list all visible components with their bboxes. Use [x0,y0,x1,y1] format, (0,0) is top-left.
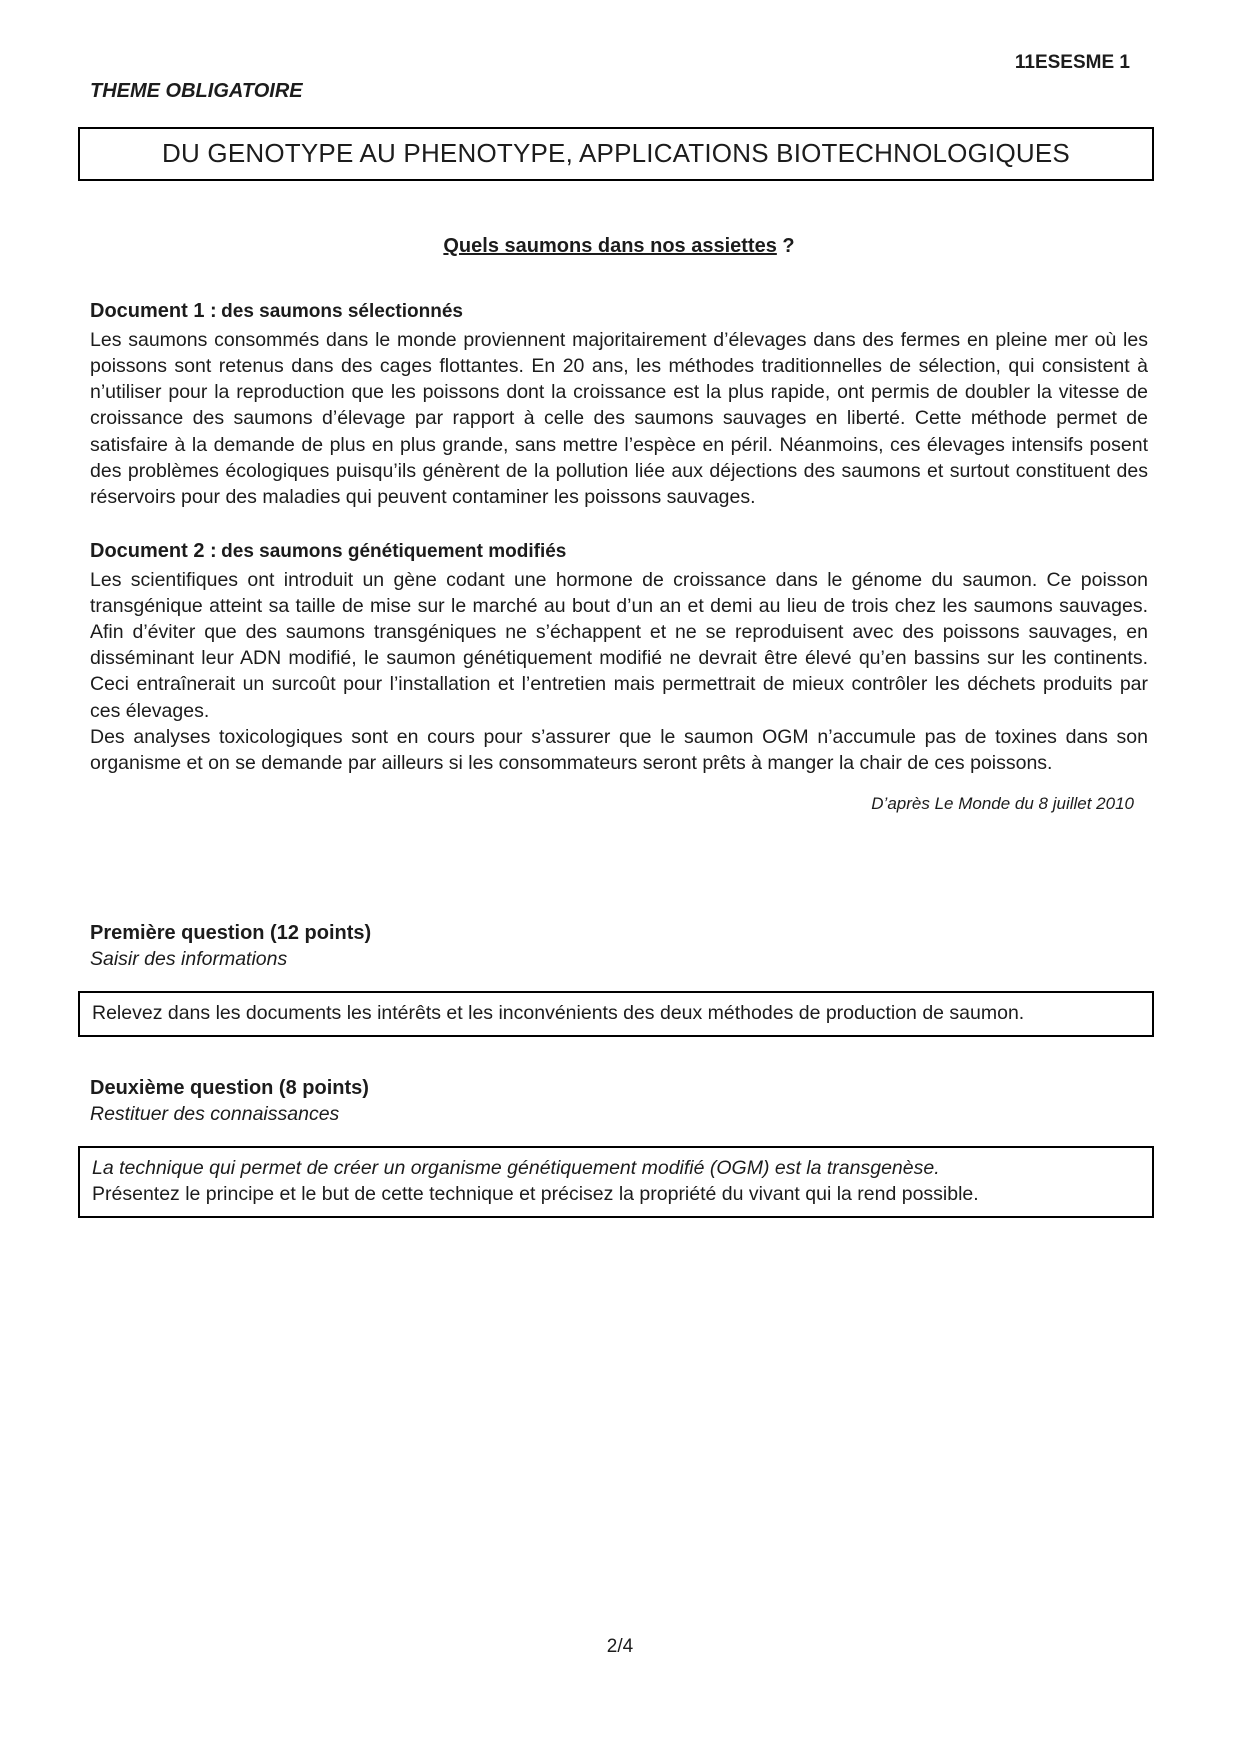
question2-statement: La technique qui permet de créer un organisme génétiquement modifié (OGM) est la transgenèse. [92,1157,940,1179]
question2-heading: Deuxième question (8 points) [90,1077,369,1099]
document2-text-2: Des analyses toxicologiques sont en cours pour s’assurer que le saumon OGM n’accumule pas de toxines dans son organisme et on se demande par ailleurs si les consommateurs seront prêts à manger la chair de ces poissons. [90,725,1148,774]
question1-subheading: Saisir des informations [90,947,288,970]
document1-heading [90,300,1148,323]
subject-title-text: Quels saumons dans nos assiettes [443,235,777,257]
subject-title-suffix: ? [776,235,795,257]
main-title: DU GENOTYPE AU PHENOTYPE, APPLICATIONS BIOTECHNOLOGIQUES [162,138,1070,168]
question2-instruction: Présentez le principe et le but de cette technique et précisez la propriété du vivant qui la rend possible. [92,1183,979,1206]
document2-heading [90,540,1148,563]
question2-box [78,1146,1154,1218]
document1-title: des saumons sélectionnés [221,301,463,322]
question2-subheading: Restituer des connaissances [90,1103,340,1125]
question1-box [78,991,1154,1037]
exam-reference: 11ESESME 1 [1014,52,1130,73]
document2-label: Document 2 : [90,539,217,562]
document1-label: Document 1 : [90,300,217,322]
main-title-box [78,127,1154,181]
question1-heading: Première question (12 points) [90,921,372,944]
document2-text-1: Les scientifiques ont introduit un gène codant une hormone de croissance dans le génome du saumon. Ce poisson transgénique atteint sa taille de mise sur le marché au bout d’un an et demi au lieu de trois chez les saumons sauvages. Afin d’éviter que des saumons transgéniques ne s’échappent et ne se reproduisent avec des poissons sauvages, en disséminant leur ADN modifié, le saumon génétiquement modifié ne devrait être élevé qu’en bassins sur les continents. Ceci entraînerait un surcoût pour l’installation et l’entretien mais permettrait de mieux contrôler les déchets produits par ces élevages. [90,568,1148,722]
document2-title: des saumons génétiquement modifiés [221,540,567,562]
question1-instruction: Relevez dans les documents les intérêts et les inconvénients des deux méthodes de production de saumon. [92,1001,1025,1024]
theme-heading: THEME OBLIGATOIRE [90,80,303,102]
source-attribution: D’après Le Monde du 8 juillet 2010 [871,793,1134,813]
page-number: 2/4 [606,1636,634,1657]
subject-title [90,235,1148,258]
document1-text: Les saumons consommés dans le monde proviennent majoritairement d’élevages dans des fermes en pleine mer où les poissons sont retenus dans des cages flottantes. En 20 ans, les méthodes traditionnelles de sélection, qui consistent à n’utiliser pour la reproduction que les poissons dont la croissance est la plus rapide, ont permis de doubler la vitesse de croissance des saumons d’élevage par rapport à celle des saumons sauvages en liberté. Cette méthode permet de satisfaire à la demande de plus en plus grande, sans mettre l’espèce en péril. Néanmoins, ces élevages intensifs posent des problèmes écologiques puisqu’ils génèrent de la pollution liée aux déjections des saumons et surtout constituent des réservoirs pour des maladies qui peuvent contaminer les poissons sauvages. [90,329,1148,508]
